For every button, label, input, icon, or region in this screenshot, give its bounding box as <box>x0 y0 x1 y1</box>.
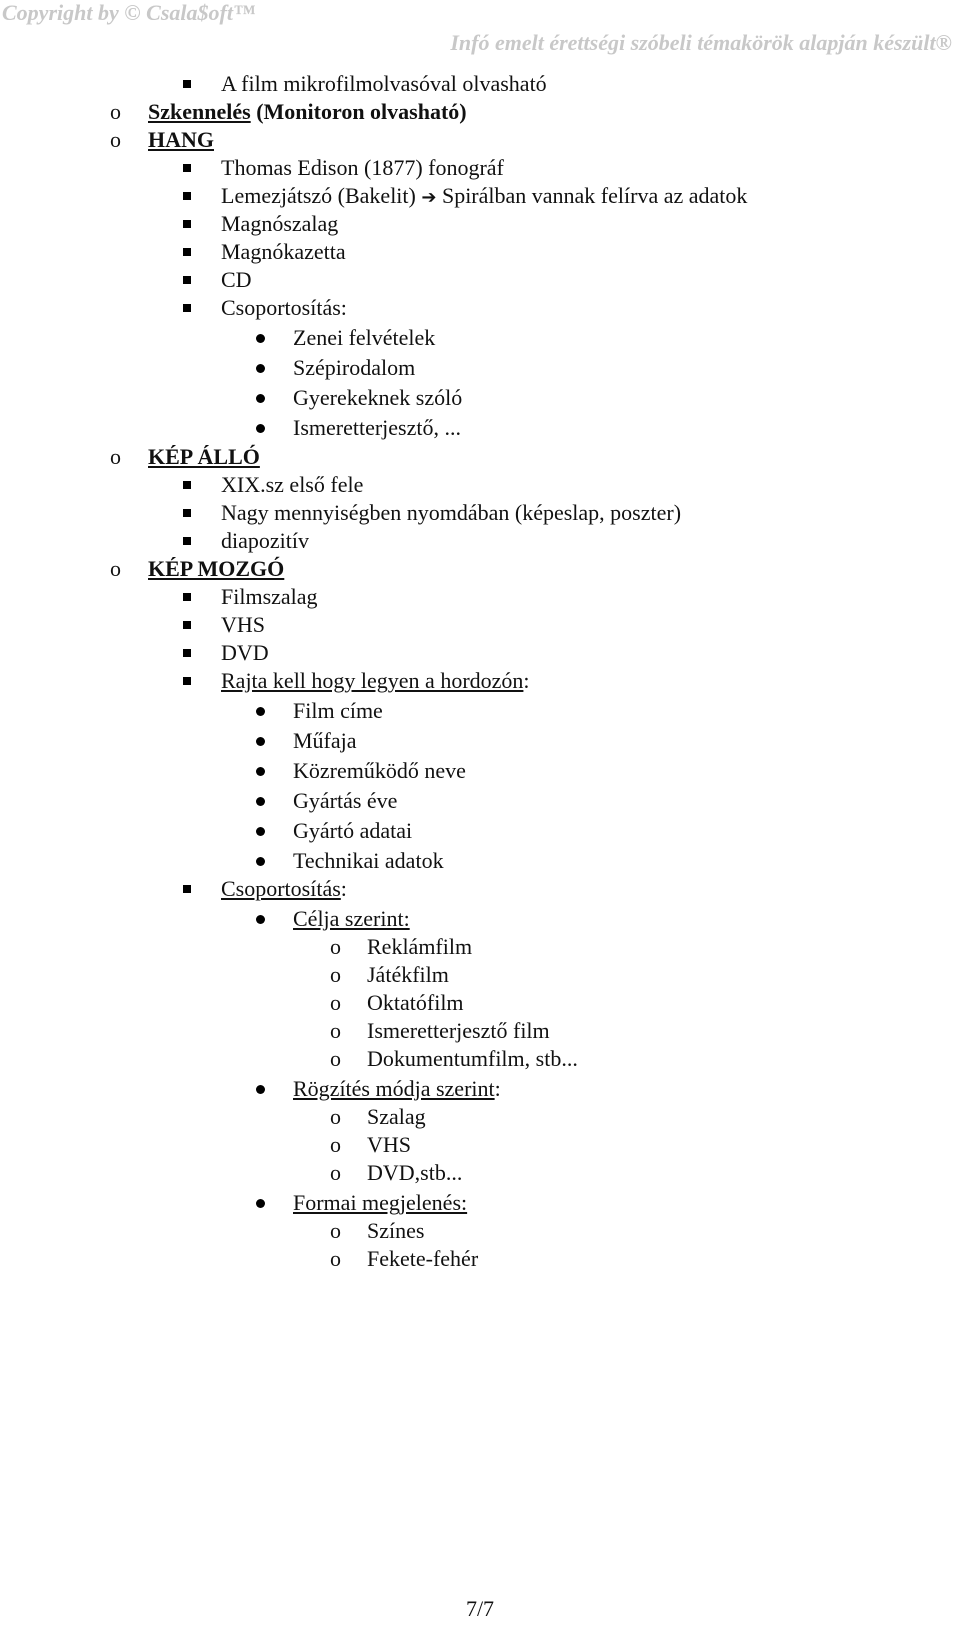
item-text: : <box>523 668 530 693</box>
underlined-heading: Rajta kell hogy legyen a hordozón <box>221 668 524 693</box>
square-bullet-icon <box>183 677 191 685</box>
item-text: Gyerekeknek szóló <box>293 385 463 410</box>
list-item-text <box>221 266 252 294</box>
square-bullet-icon <box>183 164 191 172</box>
item-text: Magnószalag <box>221 211 339 236</box>
list-item-text <box>293 697 383 725</box>
list-item-text <box>293 1075 501 1103</box>
dot-bullet-icon <box>256 767 265 776</box>
item-text: Zenei felvételek <box>293 325 436 350</box>
list-item-text <box>367 1045 578 1073</box>
item-text: Gyártás éve <box>293 788 398 813</box>
item-text: A film mikrofilmolvasóval olvasható <box>221 71 547 96</box>
item-text: Szépirodalom <box>293 355 416 380</box>
circle-bullet-icon: o <box>330 1160 341 1185</box>
underlined-heading: KÉP ÁLLÓ <box>148 444 260 469</box>
square-bullet-icon <box>183 593 191 601</box>
item-text: Film címe <box>293 698 383 723</box>
list-item-text <box>367 989 464 1017</box>
underlined-heading: Csoportosítás <box>221 876 341 901</box>
square-bullet-icon <box>183 509 191 517</box>
list-item-text <box>221 471 363 499</box>
item-text: Technikai adatok <box>293 848 444 873</box>
square-bullet-icon <box>183 220 191 228</box>
item-text: Magnókazetta <box>221 239 346 264</box>
dot-bullet-icon <box>256 707 265 716</box>
circle-bullet-icon: o <box>110 99 121 124</box>
list-item-text <box>148 443 260 471</box>
circle-bullet-icon: o <box>330 1132 341 1157</box>
dot-bullet-icon <box>256 857 265 866</box>
underlined-heading: KÉP MOZGÓ <box>148 556 285 581</box>
circle-bullet-icon: o <box>330 1104 341 1129</box>
item-text: (Monitoron olvasható) <box>250 99 467 124</box>
list-item-text <box>367 1159 462 1187</box>
list-item-text <box>221 583 318 611</box>
square-bullet-icon <box>183 80 191 88</box>
square-bullet-icon <box>183 276 191 284</box>
dot-bullet-icon <box>256 797 265 806</box>
item-text: DVD,stb... <box>367 1160 463 1185</box>
item-text: Műfaja <box>293 728 357 753</box>
list-item-text <box>293 787 397 815</box>
list-item-text <box>293 757 466 785</box>
item-text: Színes <box>367 1218 425 1243</box>
list-item-text <box>367 1245 478 1273</box>
circle-bullet-icon: o <box>110 444 121 469</box>
dot-bullet-icon <box>256 1085 265 1094</box>
square-bullet-icon <box>183 621 191 629</box>
list-item-text <box>221 611 265 639</box>
item-text: XIX.sz első fele <box>221 472 364 497</box>
item-text: Játékfilm <box>367 962 449 987</box>
item-text: Filmszalag <box>221 584 318 609</box>
square-bullet-icon <box>183 304 191 312</box>
circle-bullet-icon: o <box>330 1218 341 1243</box>
item-text: Oktatófilm <box>367 990 464 1015</box>
item-text: : <box>494 1076 501 1101</box>
copyright-header: Copyright by © Csala$oft™ <box>2 0 255 25</box>
list-item-text <box>293 324 435 352</box>
list-item-text <box>367 1017 550 1045</box>
item-text: Fekete-fehér <box>367 1246 479 1271</box>
list-item-text <box>293 817 412 845</box>
item-text: VHS <box>367 1132 412 1157</box>
item-text: Szalag <box>367 1104 426 1129</box>
dot-bullet-icon <box>256 334 265 343</box>
circle-bullet-icon: o <box>330 1246 341 1271</box>
item-text: Csoportosítás: <box>221 295 347 320</box>
item-text: VHS <box>221 612 266 637</box>
item-text: Nagy mennyiségben nyomdában (képeslap, poszter) <box>221 500 682 525</box>
item-text: diapozitív <box>221 528 309 553</box>
item-text: Lemezjátszó (Bakelit) <box>221 183 422 208</box>
item-text: Dokumentumfilm, stb... <box>367 1046 578 1071</box>
dot-bullet-icon <box>256 915 265 924</box>
list-item-text <box>367 1103 426 1131</box>
item-text: Reklámfilm <box>367 934 473 959</box>
list-item-text <box>293 384 462 412</box>
list-item-text <box>148 555 284 583</box>
square-bullet-icon <box>183 537 191 545</box>
circle-bullet-icon: o <box>330 934 341 959</box>
list-item-text <box>221 182 747 212</box>
item-text: : <box>340 876 347 901</box>
item-text-continued: Spirálban vannak felírva az adatok <box>436 183 748 208</box>
dot-bullet-icon <box>256 1199 265 1208</box>
list-item-text <box>221 238 346 266</box>
item-text: DVD <box>221 640 269 665</box>
dot-bullet-icon <box>256 737 265 746</box>
list-item-text <box>367 933 472 961</box>
underlined-heading: Célja szerint: <box>293 906 410 931</box>
underlined-heading: Szkennelés <box>148 99 251 124</box>
list-item-text <box>293 727 357 755</box>
square-bullet-icon <box>183 885 191 893</box>
list-item-text <box>221 527 309 555</box>
circle-bullet-icon: o <box>330 1018 341 1043</box>
list-item-text <box>293 1189 467 1217</box>
item-text: Ismeretterjesztő film <box>367 1018 550 1043</box>
circle-bullet-icon: o <box>110 127 121 152</box>
list-item-text <box>221 875 347 903</box>
circle-bullet-icon: o <box>110 556 121 581</box>
list-item-text <box>293 905 410 933</box>
list-item-text <box>293 414 461 442</box>
list-item-text <box>221 639 269 667</box>
list-item-text <box>221 154 504 182</box>
underlined-heading: Formai megjelenés: <box>293 1190 468 1215</box>
item-text: CD <box>221 267 252 292</box>
circle-bullet-icon: o <box>330 990 341 1015</box>
square-bullet-icon <box>183 248 191 256</box>
list-item-text <box>367 1217 424 1245</box>
list-item-text <box>221 70 547 98</box>
underlined-heading: Rögzítés módja szerint <box>293 1076 495 1101</box>
arrow-right-icon: ➔ <box>421 187 437 208</box>
underlined-heading: HANG <box>148 127 214 152</box>
page-number: 7/7 <box>465 1596 495 1621</box>
square-bullet-icon <box>183 192 191 200</box>
list-item-text <box>221 294 347 322</box>
dot-bullet-icon <box>256 827 265 836</box>
item-text: Közreműködő neve <box>293 758 466 783</box>
item-text: Ismeretterjesztő, ... <box>293 415 461 440</box>
dot-bullet-icon <box>256 394 265 403</box>
dot-bullet-icon <box>256 424 265 433</box>
list-item-text <box>367 1131 411 1159</box>
list-item-text <box>367 961 449 989</box>
item-text: Thomas Edison (1877) fonográf <box>221 155 504 180</box>
list-item-text <box>221 210 338 238</box>
list-item-text <box>221 667 530 695</box>
circle-bullet-icon: o <box>330 962 341 987</box>
square-bullet-icon <box>183 649 191 657</box>
list-item-text <box>221 499 681 527</box>
square-bullet-icon <box>183 481 191 489</box>
dot-bullet-icon <box>256 364 265 373</box>
circle-bullet-icon: o <box>330 1046 341 1071</box>
list-item-text <box>148 126 214 154</box>
list-item-text <box>148 98 467 126</box>
list-item-text <box>293 354 415 382</box>
list-item-text <box>293 847 444 875</box>
item-text: Gyártó adatai <box>293 818 413 843</box>
subtitle-header: Infó emelt érettségi szóbeli témakörök alapján készült® <box>450 30 952 55</box>
